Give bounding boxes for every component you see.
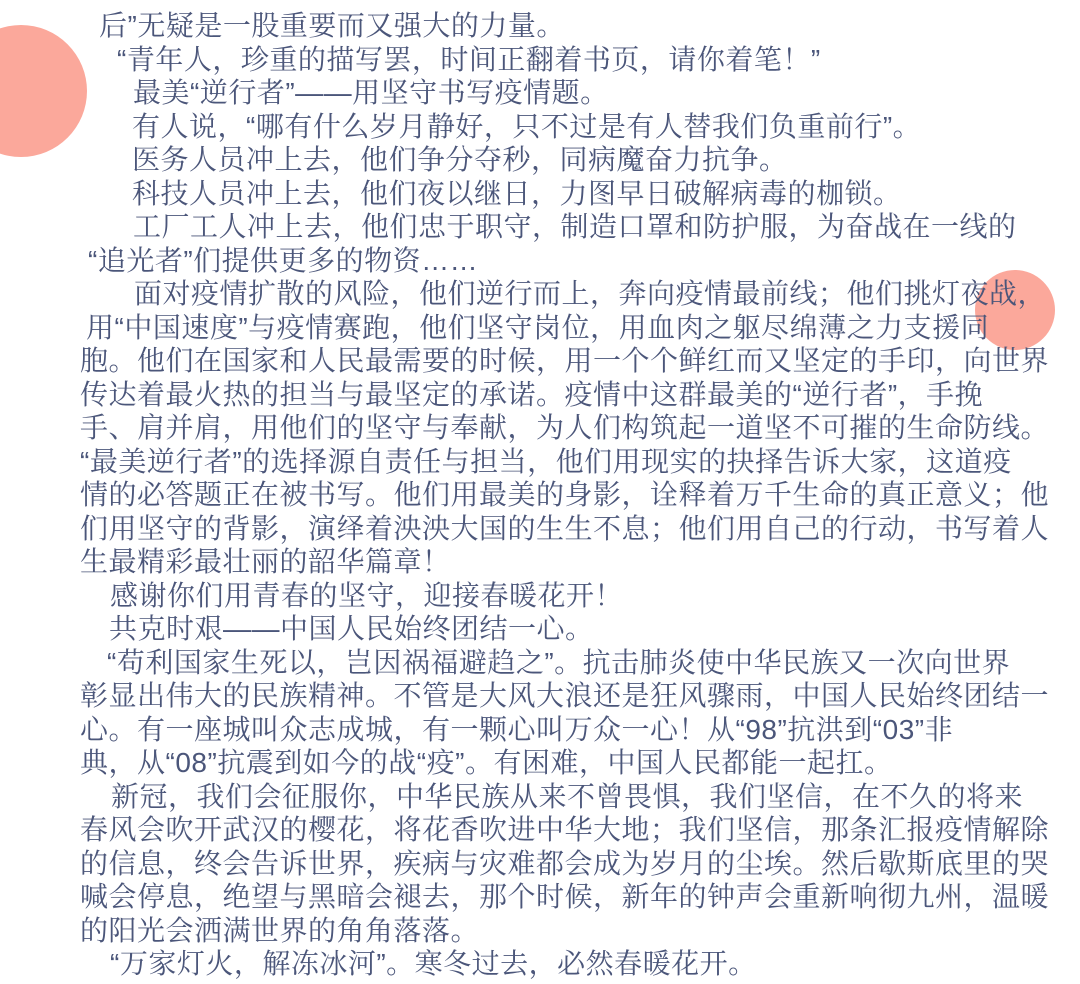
text-line: “最美逆行者”的选择源自责任与担当，他们用现实的抉择告诉大家，这道疫: [80, 445, 1012, 477]
document-text: [80, 9, 1060, 981]
text-line: 们用坚守的背影，演绎着泱泱大国的生生不息；他们用自己的行动，书写着人: [80, 512, 1050, 544]
text-line: 的信息，终会告诉世界，疾病与灾难都会成为岁月的尘埃。然后歇斯底里的哭: [80, 847, 1050, 879]
text-line: 心。有一座城叫众志成城，有一颗心叫万众一心！从“98”抗洪到“03”非: [80, 713, 954, 745]
text-line: 生最精彩最壮丽的韶华篇章！: [80, 546, 451, 577]
decorative-circle-left: [0, 25, 87, 157]
text-line: 传达着最火热的担当与最坚定的承诺。疫情中这群最美的“逆行者”，手挽: [80, 378, 984, 410]
text-line: 彰显出伟大的民族精神。不管是大风大浪还是狂风骤雨，中国人民始终团结一: [80, 680, 1050, 711]
text-line: 共克时艰——中国人民始终团结一心。: [109, 613, 594, 644]
text-line: 典，从“08”抗震到如今的战“疫”。有困难，中国人民都能一起扛。: [80, 747, 893, 778]
text-line: 的阳光会洒满世界的角角落落。: [80, 914, 480, 946]
text-line: 用“中国速度”与疫情赛跑，他们坚守岗位，用血肉之躯尽绵薄之力支援同: [86, 311, 990, 343]
text-line: 医务人员冲上去，他们争分夺秒，同病魔奋力抗争。: [132, 144, 788, 175]
text-line: 有人说，“哪有什么岁月静好，只不过是有人替我们负重前行”。: [132, 110, 922, 142]
text-line: “万家灯火，解冻冰河”。寒冬过去，必然春暖花开。: [110, 948, 757, 979]
text-line: 胞。他们在国家和人民最需要的时候，用一个个鲜红而又坚定的手印，向世界: [80, 345, 1050, 376]
text-line: “青年人，珍重的描写罢，时间正翻着书页，请你着笔！”: [117, 43, 821, 75]
text-line: 科技人员冲上去，他们夜以继日，力图早日破解病毒的枷锁。: [132, 177, 902, 209]
text-line: 最美“逆行者”——用坚守书写疫情题。: [133, 77, 609, 108]
text-line: 新冠，我们会征服你，中华民族从来不曾畏惧，我们坚信，在不久的将来: [111, 780, 1024, 812]
text-line: 喊会停息，绝望与黑暗会褪去，那个时候，新年的钟声会重新响彻九州，温暖: [80, 881, 1050, 912]
text-line: 感谢你们用青春的坚守，迎接春暖花开！: [110, 579, 624, 611]
text-line: 情的必答题正在被书写。他们用最美的身影，诠释着万千生命的真正意义；他: [80, 479, 1050, 510]
text-line: 春风会吹开武汉的樱花，将花香吹进中华大地；我们坚信，那条汇报疫情解除: [80, 814, 1050, 845]
text-line: “追光者”们提供更多的物资……: [88, 244, 479, 276]
text-line: “苟利国家生死以，岂因祸福避趋之”。抗击肺炎使中华民族又一次向世界: [107, 646, 1011, 678]
text-line: 手、肩并肩，用他们的坚守与奉献，为人们构筑起一道坚不可摧的生命防线。: [80, 412, 1050, 443]
text-line: 后”无疑是一股重要而又强大的力量。: [99, 10, 565, 41]
text-line: 面对疫情扩散的风险，他们逆行而上，奔向疫情最前线；他们挑灯夜战，: [134, 278, 1047, 309]
text-line: 工厂工人冲上去，他们忠于职守，制造口罩和防护服，为奋战在一线的: [133, 211, 1017, 242]
